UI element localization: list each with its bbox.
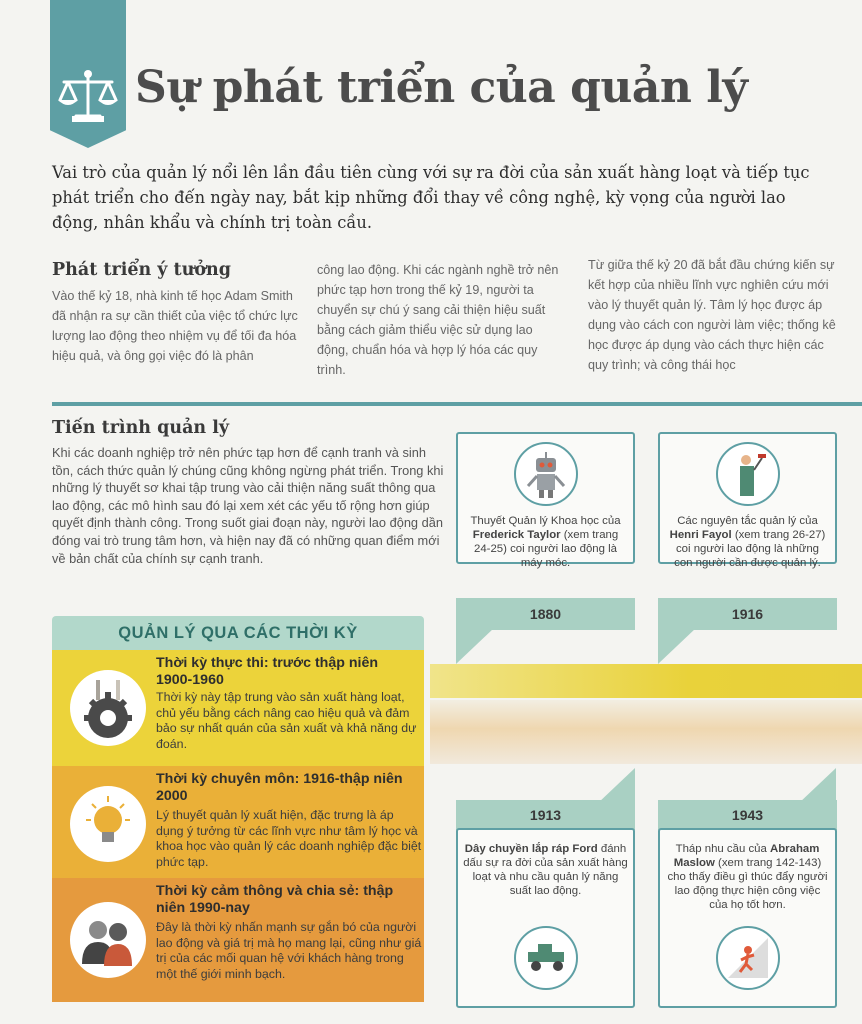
era-title-3: Thời kỳ cảm thông và chia sẻ: thập niên 1990-nay	[156, 883, 394, 916]
gear-tools-icon	[70, 670, 146, 746]
timeline-text-1943: Tháp nhu cầu của Abraham Maslow (xem trang 142-143) cho thấy điều gì thúc đẩy người lao động thực hiện công việc của họ tốt hơn.	[667, 843, 828, 911]
robot-icon	[514, 442, 578, 506]
era-desc-2: Lý thuyết quản lý xuất hiện, đặc trưng là áp dụng ý tưởng từ các lĩnh vực như tâm lý học và khoa học vào quản lý các doanh nghiệp đặc biệt phức tạp.	[156, 808, 422, 869]
year-label-1913: 1913	[456, 800, 635, 830]
era-desc-3: Đây là thời kỳ nhấn mạnh sự gắn bó của người lao động và giá trị mà họ mang lại, cũng như giá trị của các mối quan hệ với khách hàng trong một thế giới minh bạch.	[156, 920, 422, 981]
year-label-1880: 1880	[456, 598, 635, 630]
era-title-1: Thời kỳ thực thi: trước thập niên 1900-1960	[156, 655, 379, 688]
timeline-text-1880: Thuyết Quản lý Khoa học của Frederick Taylor (xem trang 24-25) coi người lao động là máy móc.	[470, 515, 621, 569]
progress-paragraph: Khi các doanh nghiệp trở nên phức tạp hơn để cạnh tranh và sinh tồn, cách thức quản lý chúng cũng không ngừng phát triển. Trong khi những lý thuyết sơ khai tập trung vào cải thiện năng suất thông qua lao động, các mô hình sau đó lại xem xét các yếu tố rộng hơn giúp quyết định thành công. Trong suốt giai đoạn này, người lao động dần đóng vai trò trung tâm hơn, và hiện nay đã có những quan điểm mới về bản chất của chính sự cạnh tranh.	[52, 445, 444, 566]
timeline-card-1916	[658, 432, 837, 569]
timeline-band-shadow	[430, 700, 862, 764]
timeline-text-1913: Dây chuyền lắp ráp Ford đánh dấu sự ra đời của sản xuất hàng loạt và nhu cầu quản lý năng suất lao động.	[463, 843, 628, 897]
climber-icon	[716, 926, 780, 990]
people-icon	[70, 902, 146, 978]
card-pointer	[798, 768, 838, 804]
year-label-1943: 1943	[658, 800, 837, 830]
card-pointer	[597, 768, 637, 804]
scales-icon	[54, 68, 122, 124]
page-title: Sự phát triển của quản lý	[135, 62, 748, 113]
ideas-column-2: công lao động. Khi các ngành nghề trở nên phức tạp hơn trong thế kỷ 19, người ta chuyển sự chú ý sang cải thiện hiệu suất bằng cách giảm thiểu việc sử dụng lao động, chuẩn hóa và hợp lý hóa các quy trình.	[317, 263, 559, 377]
eras-heading: QUẢN LÝ QUA CÁC THỜI KỲ	[52, 616, 424, 650]
worker-icon	[716, 442, 780, 506]
intro-paragraph: Vai trò của quản lý nổi lên lần đầu tiên cùng với sự ra đời của sản xuất hàng loạt và tiếp tục phát triển cho đến ngày nay, bắt kịp những đổi thay về công nghệ, kỳ vọng của người lao động, nhân khẩu và chính trị toàn cầu.	[52, 163, 810, 232]
era-block-2	[52, 766, 424, 878]
card-pointer	[456, 628, 496, 666]
era-block-1	[52, 650, 424, 766]
timeline-text-1916: Các nguyên tắc quản lý của Henri Fayol (xem trang 26-27) coi người lao động là những con người cần được quản lý.	[669, 515, 826, 569]
ideas-column-1: Vào thế kỷ 18, nhà kinh tế học Adam Smith đã nhận ra sự cần thiết của việc tổ chức lực lượng lao động theo nhiệm vụ để tối đa hóa hiệu quả, và ông gọi việc đó là phân	[52, 289, 298, 363]
era-block-3	[52, 878, 424, 1002]
timeline-card-1880	[456, 432, 635, 569]
section-heading-progress: Tiến trình quản lý	[52, 418, 230, 438]
timeline-band	[430, 664, 862, 698]
card-pointer	[658, 628, 698, 666]
timeline-card-1913	[456, 828, 635, 1008]
section-heading-ideas: Phát triển ý tưởng	[52, 260, 231, 280]
ideas-column-3: Từ giữa thế kỷ 20 đã bắt đầu chứng kiến sự kết hợp của nhiều lĩnh vực nghiên cứu mới vào lý thuyết quản lý. Tâm lý học được áp dụng vào cách con người làm việc; thống kê học được áp dụng vào cách thực hiện các quy trình; và công thái học	[588, 258, 836, 372]
car-icon	[514, 926, 578, 990]
header-tab	[50, 0, 126, 148]
timeline-card-1943	[658, 828, 837, 1008]
year-label-1916: 1916	[658, 598, 837, 630]
lightbulb-icon	[70, 786, 146, 862]
section-divider	[52, 402, 862, 406]
era-title-2: Thời kỳ chuyên môn: 1916-thập niên 2000	[156, 771, 403, 804]
era-desc-1: Thời kỳ này tập trung vào sản xuất hàng loạt, chủ yếu bằng cách nâng cao hiệu quả và đảm bảo sự nhất quán của sản xuất và khả năng dự đoán.	[156, 690, 417, 751]
